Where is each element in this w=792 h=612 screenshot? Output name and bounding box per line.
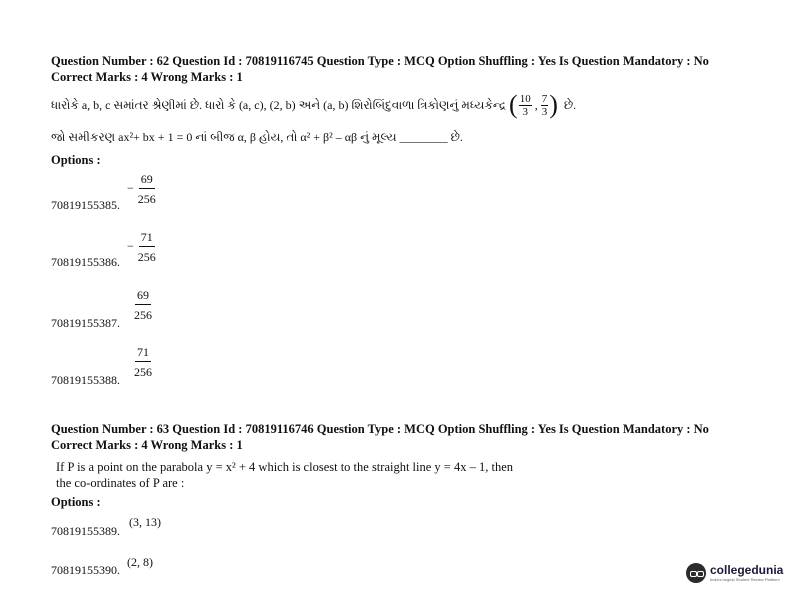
q62-line1-suffix: છે. — [563, 97, 577, 112]
q63-option-1-value[interactable]: (3, 13) — [129, 515, 161, 529]
option-denominator: 256 — [137, 250, 156, 264]
q62-option-2-fraction[interactable] — [127, 230, 158, 264]
minus-sign: − — [127, 180, 134, 195]
option-denominator: 256 — [134, 365, 152, 379]
q63-question-line1: If P is a point on the parabola y = x² + 4 which is closest to the straight line y = 4x – 1, then — [56, 460, 514, 474]
q62-option-1-fraction[interactable] — [127, 172, 158, 206]
q63-option-2-id: 70819155390. — [51, 563, 120, 577]
q62-option-1-id: 70819155385. — [51, 198, 120, 212]
centroid-x-fraction — [519, 93, 532, 118]
collegedunia-logo — [686, 563, 783, 583]
option-numerator: 71 — [139, 230, 155, 247]
right-paren: ) — [549, 90, 558, 119]
centroid-x-num: 10 — [519, 92, 531, 105]
option-denominator: 256 — [134, 308, 152, 322]
q63-option-1-id: 70819155389. — [51, 524, 120, 538]
graduate-face-icon — [686, 563, 706, 583]
q62-option-3-fraction[interactable] — [130, 288, 154, 322]
q62-option-3-id: 70819155387. — [51, 316, 120, 330]
q63-header-line2: Correct Marks : 4 Wrong Marks : 1 — [51, 438, 243, 452]
centroid-x-den: 3 — [522, 105, 528, 118]
centroid-y-den: 3 — [541, 105, 548, 118]
centroid-y-num: 7 — [541, 92, 548, 105]
q62-options-label: Options : — [51, 153, 101, 167]
option-denominator: 256 — [137, 192, 156, 206]
q62-header-line1: Question Number : 62 Question Id : 70819116745 Question Type : MCQ Option Shuffling : Yes Is Question Mandatory : No — [51, 54, 709, 68]
q62-header-line2: Correct Marks : 4 Wrong Marks : 1 — [51, 70, 243, 84]
q62-option-2-id: 70819155386. — [51, 255, 120, 269]
option-numerator: 69 — [135, 288, 151, 305]
option-numerator: 69 — [139, 172, 155, 189]
logo-text — [710, 564, 783, 583]
q62-option-4-fraction[interactable] — [130, 345, 154, 379]
q63-options-label: Options : — [51, 495, 101, 509]
q62-option-4-id: 70819155388. — [51, 373, 120, 387]
logo-tagline: India's largest Student Review Platform — [710, 576, 780, 582]
q63-option-2-value[interactable]: (2, 8) — [127, 555, 153, 569]
option-numerator: 71 — [135, 345, 151, 362]
comma: , — [534, 97, 538, 112]
q63-header-line1: Question Number : 63 Question Id : 70819116746 Question Type : MCQ Option Shuffling : Yes Is Question Mandatory : No — [51, 422, 709, 436]
left-paren: ( — [509, 90, 518, 119]
logo-name: collegedunia — [710, 562, 784, 577]
q62-question-line2: જો સમીકરણ ax²+ bx + 1 = 0 નાં બીજ α, β હોય, તો α² + β² – αβ નું મૂલ્ય ________ છે. — [51, 130, 463, 144]
minus-sign: − — [127, 238, 134, 253]
centroid-y-fraction — [541, 93, 549, 118]
q62-question-line1-text: ધારોકે a, b, c સમાંતર શ્રેણીમાં છે. ધારો કે (a, c), (2, b) અને (a, b) શિરોબિંદુવાળા ત્રિકોણનું મધ્યકેન્દ્ર — [51, 97, 507, 112]
q62-question-line1 — [51, 92, 576, 118]
q63-question-line2: the co-ordinates of P are : — [56, 476, 185, 490]
